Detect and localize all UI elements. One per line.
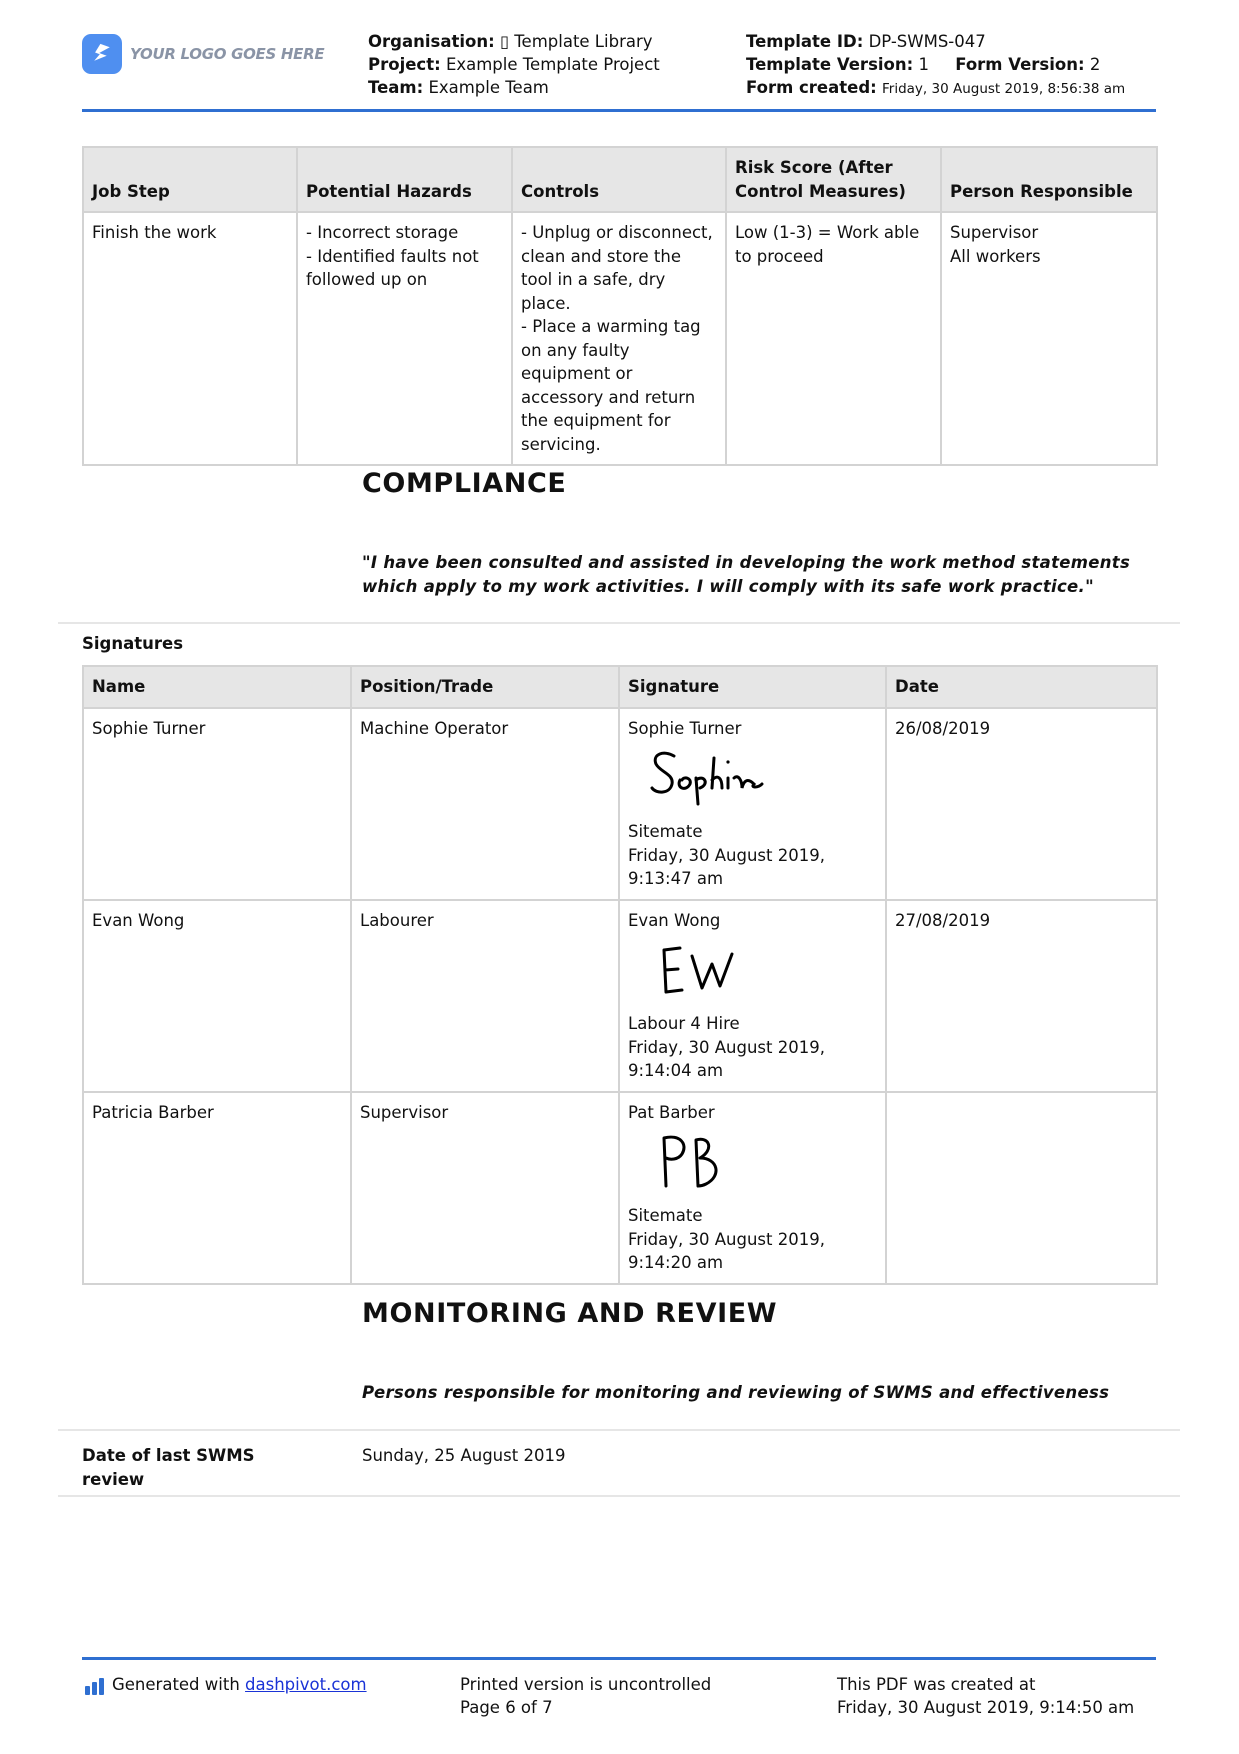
review-date-value: Sunday, 25 August 2019 — [362, 1446, 566, 1465]
date-cell: 26/08/2019 — [886, 708, 1157, 900]
signature-company: Sitemate — [628, 1206, 703, 1225]
project-value: Example Template Project — [445, 55, 660, 74]
signature-name: Evan Wong — [628, 910, 721, 930]
signer-name-cell: Evan Wong — [83, 900, 351, 1092]
control-item: - Unplug or disconnect, clean and store the tool in a safe, dry place. — [521, 223, 713, 313]
section-divider — [58, 622, 1180, 624]
signature-date: Friday, 30 August 2019, — [628, 1229, 825, 1249]
compliance-title: COMPLIANCE — [362, 468, 567, 499]
signature-time: 9:13:47 am — [628, 869, 724, 888]
signature-name: Pat Barber — [628, 1102, 715, 1122]
pdf-created-label: This PDF was created at — [837, 1675, 1036, 1694]
table-row — [83, 900, 1157, 1092]
team-value: Example Team — [428, 78, 549, 97]
header-template-info — [746, 30, 1125, 101]
compliance-quote-line: which apply to my work activities. I will comply with its safe work practice." — [362, 577, 1095, 596]
column-header: Position/Trade — [351, 666, 619, 708]
monitoring-title: MONITORING AND REVIEW — [362, 1298, 778, 1329]
signatures-label: Signatures — [82, 634, 184, 653]
control-item: - Place a warming tag on any faulty equipment or accessory and return the equipment for servicing. — [521, 317, 701, 454]
signature-date: Friday, 30 August 2019, — [628, 1037, 825, 1057]
template-version-label: Template Version: — [746, 55, 914, 74]
signature-time: 9:14:04 am — [628, 1061, 724, 1080]
column-header: Person Responsible — [941, 147, 1157, 212]
column-header: Potential Hazards — [297, 147, 512, 212]
compliance-quote-line: "I have been consulted and assisted in developing the work method statements — [362, 553, 1131, 572]
compliance-statement — [362, 551, 1130, 599]
form-created-label: Form created: — [746, 78, 877, 97]
signature-date: Friday, 30 August 2019, — [628, 845, 825, 865]
signature-time: 9:14:20 am — [628, 1253, 724, 1272]
signer-name-cell: Sophie Turner — [83, 708, 351, 900]
review-label-line: review — [82, 1470, 145, 1489]
template-id-label: Template ID: — [746, 32, 864, 51]
signature-company: Labour 4 Hire — [628, 1014, 740, 1033]
logo-text: YOUR LOGO GOES HERE — [130, 45, 325, 63]
signer-name-cell: Patricia Barber — [83, 1092, 351, 1284]
signature-cell — [619, 900, 886, 1092]
risk-score-cell: Low (1-3) = Work able to proceed — [726, 212, 941, 465]
table-row — [83, 212, 1157, 465]
position-cell: Labourer — [351, 900, 619, 1092]
position-cell: Supervisor — [351, 1092, 619, 1284]
organisation-label: Organisation: — [368, 32, 495, 51]
job-step-cell: Finish the work — [83, 212, 297, 465]
signature-name: Sophie Turner — [628, 718, 742, 738]
project-label: Project: — [368, 55, 441, 74]
handwritten-signature — [644, 936, 774, 1006]
hazard-item: - Identified faults not followed up on — [306, 246, 479, 289]
uncontrolled-notice: Printed version is uncontrolled — [460, 1675, 712, 1694]
person-item: All workers — [950, 246, 1041, 266]
team-label: Team: — [368, 78, 424, 97]
pdf-created-date: Friday, 30 August 2019, 9:14:50 am — [837, 1698, 1135, 1717]
signature-company: Sitemate — [628, 822, 703, 841]
review-label-line: Date of last SWMS — [82, 1446, 255, 1465]
template-version-value: 1 — [918, 55, 929, 74]
dashpivot-link[interactable]: dashpivot.com — [245, 1675, 367, 1694]
review-date-label — [82, 1444, 255, 1492]
signature-cell — [619, 708, 886, 900]
header-divider — [82, 109, 1156, 112]
logo-icon — [82, 34, 122, 74]
header-project-info — [368, 30, 660, 99]
table-header-row — [83, 666, 1157, 708]
table-row — [83, 1092, 1157, 1284]
controls-cell — [512, 212, 726, 465]
generated-prefix: Generated with — [112, 1675, 240, 1694]
job-step-table — [82, 146, 1158, 466]
form-created-value: Friday, 30 August 2019, 8:56:38 am — [882, 81, 1126, 97]
form-version-label: Form Version: — [955, 55, 1085, 74]
template-id-value: DP-SWMS-047 — [868, 32, 986, 51]
column-header: Job Step — [83, 147, 297, 212]
column-header: Name — [83, 666, 351, 708]
handwritten-signature — [644, 744, 774, 814]
column-header: Risk Score (After Control Measures) — [726, 147, 941, 212]
section-divider — [58, 1495, 1180, 1497]
hazard-item: - Incorrect storage — [306, 223, 459, 242]
monitoring-subtitle: Persons responsible for monitoring and reviewing of SWMS and effectiveness — [362, 1383, 1110, 1402]
footer-generated — [84, 1673, 367, 1696]
date-cell: 27/08/2019 — [886, 900, 1157, 1092]
page-header — [82, 26, 1156, 110]
company-logo — [82, 34, 324, 74]
position-cell: Machine Operator — [351, 708, 619, 900]
column-header: Signature — [619, 666, 886, 708]
table-row — [83, 708, 1157, 900]
form-version-value: 2 — [1089, 55, 1101, 74]
column-header: Controls — [512, 147, 726, 212]
person-responsible-cell — [941, 212, 1157, 465]
footer-created-info — [837, 1673, 1134, 1719]
footer-page-info — [460, 1673, 711, 1719]
signatures-table — [82, 665, 1158, 1285]
hazards-cell — [297, 212, 512, 465]
table-header-row — [83, 147, 1157, 212]
section-divider — [58, 1429, 1180, 1431]
column-header: Date — [886, 666, 1157, 708]
footer-divider — [82, 1657, 1156, 1660]
handwritten-signature — [644, 1128, 774, 1198]
person-item: Supervisor — [950, 223, 1039, 242]
organisation-value: ▯ Template Library — [499, 32, 653, 51]
date-cell — [886, 1092, 1157, 1284]
signature-cell — [619, 1092, 886, 1284]
bar-chart-icon — [84, 1677, 106, 1695]
page-number: Page 6 of 7 — [460, 1698, 553, 1717]
